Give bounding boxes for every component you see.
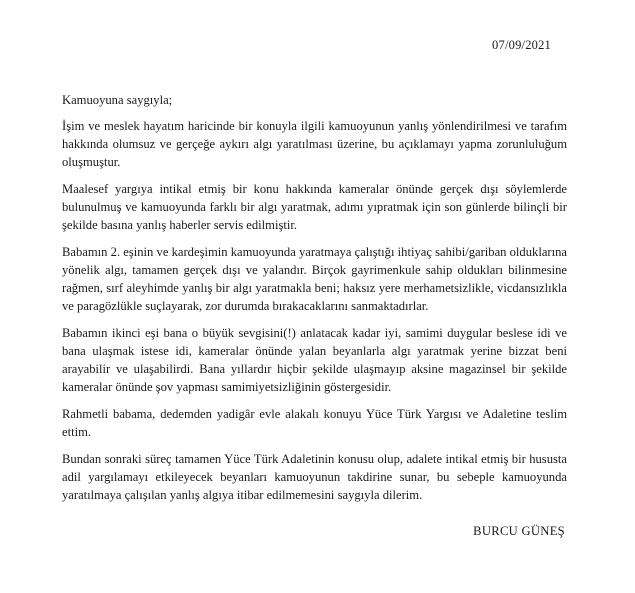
signature-name: BURCU GÜNEŞ bbox=[473, 524, 565, 538]
paragraph-3: Babamın 2. eşinin ve kardeşimin kamuoyunda yaratmaya çalıştığı ihtiyaç sahibi/gariban olduklarına yönelik algı, tamamen gerçek dışı ve yalandır. Birçok gayrimenkule sahip oldukları bilinmesine rağmen, sırf aleyhimde yanlış bir algı yaratmakla beni; haksız yere merhametsizlikle, vicdansızlıkla ve paragözlükle suçlayarak, zor durumda bırakacaklarını sanmaktadırlar. bbox=[62, 245, 567, 313]
paragraph-1: İşim ve meslek hayatım haricinde bir konuyla ilgili kamuoyunun yanlış yönlendirilmesi ve tarafım hakkında olumsuz ve gerçeğe aykırı algı yaratılması üzerine, bu açıklamayı yapma zorunluluğum oluşmuştur. bbox=[62, 119, 567, 169]
paragraph-6: Bundan sonraki süreç tamamen Yüce Türk Adaletinin konusu olup, adalete intikal etmiş bir hususta adil yargılamayı etkileyecek beyanları kamuoyunun takdirine sunar, bu sebeple kamuoyunda yaratılmaya çalışılan yanlış algıya itibar edilmemesini saygıyla dilerim. bbox=[62, 452, 567, 502]
paragraph-5: Rahmetli babama, dedemden yadigâr evle alakalı konuyu Yüce Türk Yargısı ve Adaletine teslim ettim. bbox=[62, 407, 567, 439]
greeting: Kamuoyuna saygıyla; bbox=[62, 93, 173, 107]
statement-body bbox=[62, 91, 567, 513]
paragraph-2: Maalesef yargıya intikal etmiş bir konu hakkında kameralar önünde gerçek dışı söylemlerde bulunulmuş ve kamuoyunda farklı bir algı yaratmak, adımı yıpratmak için son günlerde bilinçli bir şekilde basına yanlış haberler servis edilmiştir. bbox=[62, 182, 567, 232]
document-date: 07/09/2021 bbox=[492, 38, 551, 52]
paragraph-4: Babamın ikinci eşi bana o büyük sevgisini(!) anlatacak kadar iyi, samimi duygular beslese idi ve bana ulaşmak istese idi, kameralar önünde yalan beyanlarla algı yaratmak yerine bizzat beni arayabilir ve ulaşabilirdi. Bana yıllardır hiçbir şekilde ulaşmayıp aksine magazinsel bir şekilde kameralar önünde şov yapması samimiyetsizliğinin göstergesidir. bbox=[62, 326, 567, 394]
